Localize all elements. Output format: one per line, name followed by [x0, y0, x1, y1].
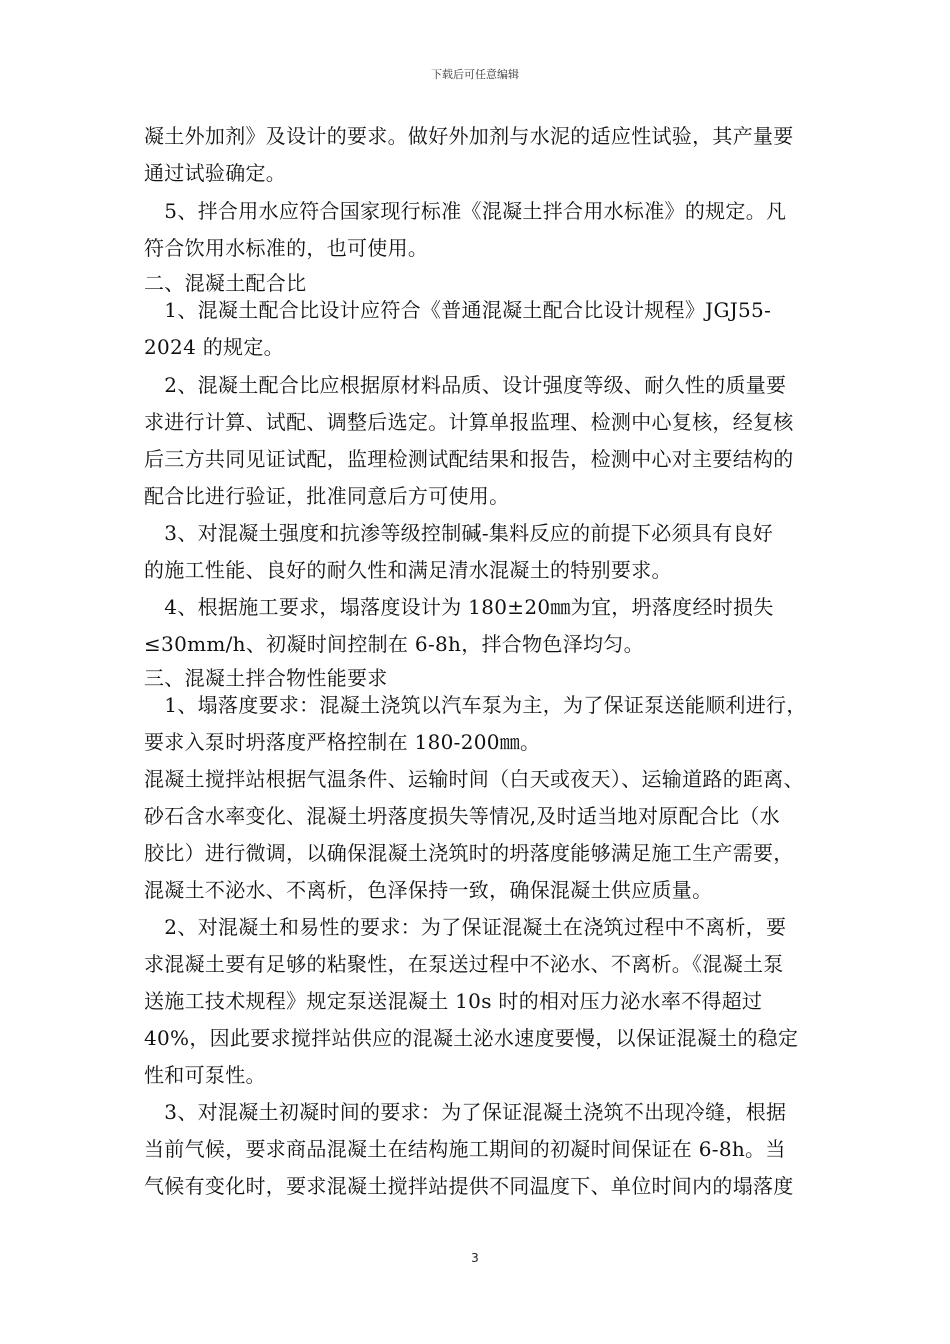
body-line: ≤30mm/h、初凝时间控制在 6-8h，拌合物色泽均匀。	[144, 632, 644, 656]
body-line: 通过试验确定。	[144, 161, 287, 185]
body-line: 求进行计算、试配、调整后选定。计算单报监理、检测中心复核，经复核	[144, 410, 794, 434]
body-line: 4、根据施工要求，塌落度设计为 180±20㎜为宜，坍落度经时损失	[144, 595, 774, 619]
body-line: 3、对混凝土强度和抗渗等级控制碱-集料反应的前提下必须具有良好	[144, 521, 774, 545]
body-line: 1、塌落度要求：混凝土浇筑以汽车泵为主，为了保证泵送能顺利进行，	[144, 693, 807, 717]
body-line: 2、对混凝土和易性的要求：为了保证混凝土在浇筑过程中不离析，要	[144, 915, 787, 939]
body-line: 5、拌合用水应符合国家现行标准《混凝土拌合用水标准》的规定。凡	[144, 199, 787, 223]
section-heading: 三、混凝土拌合物性能要求	[144, 666, 388, 690]
body-line: 后三方共同见证试配，监理检测试配结果和报告，检测中心对主要结构的	[144, 447, 794, 471]
body-line: 40%，因此要求搅拌站供应的混凝土泌水速度要慢，以保证混凝土的稳定	[144, 1026, 799, 1050]
body-line: 符合饮用水标准的，也可使用。	[144, 236, 429, 260]
body-line: 1、混凝土配合比设计应符合《普通混凝土配合比设计规程》JGJ55-	[144, 298, 772, 322]
body-line: 2、混凝土配合比应根据原材料品质、设计强度等级、耐久性的质量要	[144, 373, 787, 397]
body-line: 的施工性能、良好的耐久性和满足清水混凝土的特别要求。	[144, 558, 672, 582]
page-header-note: 下载后可任意编辑	[431, 68, 519, 81]
body-line: 3、对混凝土初凝时间的要求：为了保证混凝土浇筑不出现冷缝，根据	[144, 1100, 787, 1124]
body-line: 2024 的规定。	[144, 335, 284, 359]
body-line: 求混凝土要有足够的粘聚性，在泵送过程中不泌水、不离析。《混凝土泵	[144, 952, 784, 976]
body-line: 凝土外加剂》及设计的要求。做好外加剂与水泥的适应性试验，其产量要	[144, 124, 794, 148]
body-line: 混凝土搅拌站根据气温条件、运输时间（白天或夜天）、运输道路的距离、	[144, 767, 804, 791]
body-line: 气候有变化时，要求混凝土搅拌站提供不同温度下、单位时间内的塌落度	[144, 1174, 794, 1198]
body-line: 当前气候，要求商品混凝土在结构施工期间的初凝时间保证在 6-8h。当	[144, 1137, 786, 1161]
body-line: 送施工技术规程》规定泵送混凝土 10s 时的相对压力泌水率不得超过	[144, 989, 763, 1013]
section-heading: 二、混凝土配合比	[144, 271, 307, 295]
body-line: 砂石含水率变化、混凝土坍落度损失等情况,及时适当地对原配合比（水	[144, 804, 780, 828]
body-line: 性和可泵性。	[144, 1063, 266, 1087]
page-number: 3	[471, 1251, 479, 1265]
body-line: 要求入泵时坍落度严格控制在 180-200㎜。	[144, 730, 541, 754]
body-line: 混凝土不泌水、不离析，色泽保持一致，确保混凝土供应质量。	[144, 878, 713, 902]
body-line: 配合比进行验证，批准同意后方可使用。	[144, 484, 510, 508]
body-line: 胶比）进行微调，以确保混凝土浇筑时的坍落度能够满足施工生产需要，	[144, 841, 794, 865]
